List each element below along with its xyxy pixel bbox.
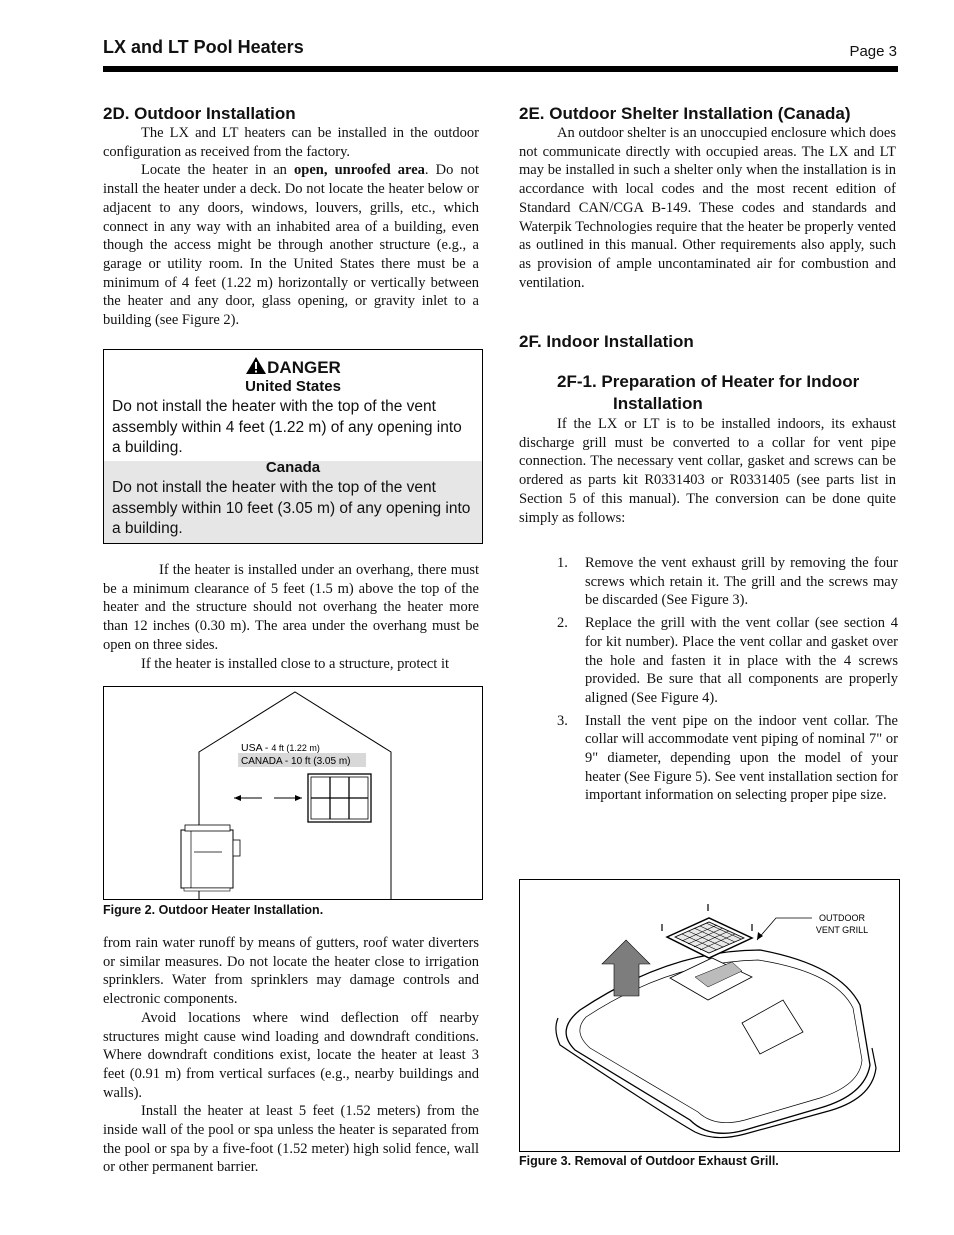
page-header-title: LX and LT Pool Heaters bbox=[103, 37, 304, 57]
vent-grill-illustration bbox=[520, 880, 899, 1151]
step-text: Install the vent pipe on the indoor vent collar. The collar will accommodate vent piping of nominal 7" or 9" diameter, depending upon the model of your heater (See Figure 5). See vent installation section for important information on selecting proper pipe size. bbox=[585, 712, 898, 804]
section-2f-p1: If the LX or LT is to be installed indoors, its exhaust discharge grill must be converted to a collar for vent pipe connection. The necessary vent collar, gasket and screws can be ordered as parts kit R0331403 or R0331405 (see parts list in Section 5 of this manual). The conversion can be done quite simply as follows: bbox=[519, 416, 896, 526]
p2-post: . Do not install the heater under a deck. Do not locate the heater below or adjacent to any doors, windows, louvers, grills, etc., which connect in any way with an inhabited area of a building, even though the access might be through another structure (e.g., a garage or utility room. In the United States there must be a minimum of 4 feet (1.22 m) horizontally or vertically between the heater and any door, glass opening, or gravity inlet to a building (see Figure 2). bbox=[103, 162, 479, 329]
danger-us-label: United States bbox=[245, 378, 341, 395]
figure-2 bbox=[103, 686, 483, 900]
section-2d-bottom bbox=[103, 934, 479, 1177]
figure-2-label-canada: CANADA - 10 ft (3.05 m) bbox=[241, 756, 351, 767]
step-number: 1. bbox=[557, 555, 568, 571]
section-2e-p1: An outdoor shelter is an unoccupied enclosure which does not communicate directly with occupied areas. The LX and LT may be installed in such a shelter only when the installation is in accordance with local codes and the most recent edition of Standard CAN/CGA B-149. These codes and standards and Waterpik Technologies require that the heater be properly vented as outlined in this manual. Other requirements also apply, such as provision of ample uncontaminated air for combustion and ventilation. bbox=[519, 125, 896, 291]
danger-canada-section bbox=[104, 461, 482, 543]
warning-icon bbox=[245, 356, 267, 375]
danger-box bbox=[103, 349, 483, 544]
page-number: Page 3 bbox=[849, 43, 897, 60]
danger-canada-text: Do not install the heater with the top of the vent assembly within 10 feet (3.05 m) of any opening into a building. bbox=[112, 479, 471, 537]
section-2f-1-title-2: Installation bbox=[613, 394, 703, 413]
step-text: Remove the vent exhaust grill by removing the four screws which retain it. The grill and the screws may be discarded (See Figure 3). bbox=[585, 555, 898, 609]
figure-3-caption: Figure 3. Removal of Outdoor Exhaust Grill. bbox=[519, 1154, 779, 1168]
section-2d-p3: If the heater is installed under an overhang, there must be a minimum clearance of 5 feet (1.5 m) above the top of the heater and the structure should not overhang the heater more than 12 inches (0.30 m). The area under the overhang must be open on three sides. bbox=[103, 562, 479, 653]
step-number: 3. bbox=[557, 712, 568, 729]
step-text: Replace the grill with the vent collar (see section 4 for kit number). Place the vent collar and gasket over the hole and fasten it in place with the 4 screws provided. Be sure that all components are properly aligned (See Figure 4). bbox=[585, 615, 898, 706]
section-2f bbox=[519, 332, 896, 527]
section-2d-cont bbox=[103, 561, 479, 673]
section-2d-p7: Install the heater at least 5 feet (1.52 meters) from the inside wall of the pool or spa unless the heater is separated from the pool or spa by a five-foot (1.52 meter) high solid fence, wall or other permanent barrier. bbox=[103, 1103, 479, 1176]
section-2e bbox=[519, 104, 896, 292]
step-item bbox=[519, 614, 898, 708]
section-2f-1-num: 2F-1. bbox=[557, 372, 597, 391]
p2-pre: Locate the heater in an bbox=[141, 162, 295, 179]
danger-us-text: Do not install the heater with the top of the vent assembly within 4 feet (1.22 m) of any opening into a building. bbox=[112, 398, 462, 456]
figure-2-caption: Figure 2. Outdoor Heater Installation. bbox=[103, 903, 324, 917]
header-rule bbox=[103, 66, 898, 72]
section-2f-heading: 2F. Indoor Installation bbox=[519, 332, 694, 351]
p2-bold: open, unroofed area bbox=[294, 162, 425, 179]
danger-title: DANGER bbox=[267, 358, 341, 377]
section-2d-p1: The LX and LT heaters can be installed in the outdoor configuration as received from the factory. bbox=[103, 125, 479, 160]
steps-list bbox=[519, 554, 898, 805]
section-2d bbox=[103, 104, 479, 330]
figure-3-label-line1: OUTDOOR bbox=[819, 913, 865, 923]
step-item bbox=[519, 712, 898, 806]
section-2d-p6: Avoid locations where wind deflection off nearby structures might cause wind loading and downdraft conditions. Where downdraft conditions exist, locate the heater at least 3 feet (0.91 m) from vertical surfaces (e.g., nearby buildings and walls). bbox=[103, 1009, 479, 1101]
danger-heading bbox=[104, 356, 482, 378]
section-2f-1-title-1: Preparation of Heater for Indoor bbox=[601, 372, 860, 391]
step-number: 2. bbox=[557, 615, 568, 632]
danger-canada-label: Canada bbox=[265, 459, 321, 476]
outdoor-installation-illustration bbox=[104, 687, 482, 899]
figure-2-label-usa: USA - 4 ft (1.22 m) bbox=[241, 742, 320, 754]
section-2d-p4: If the heater is installed close to a structure, protect it bbox=[141, 655, 450, 672]
figure-3 bbox=[519, 879, 900, 1152]
section-2f-1-heading bbox=[519, 371, 896, 415]
section-2d-p5: from rain water runoff by means of gutters, roof water diverters or similar measures. Do not locate the heater close to irrigation sprinklers. Water from sprinklers may damage controls and electronic components. bbox=[103, 935, 479, 1008]
step-item bbox=[519, 554, 898, 610]
section-2d-heading: 2D. Outdoor Installation bbox=[103, 104, 296, 123]
figure-3-label-line2: VENT GRILL bbox=[815, 925, 869, 935]
section-2e-heading: 2E. Outdoor Shelter Installation (Canada) bbox=[519, 104, 851, 123]
section-2d-p2 bbox=[103, 161, 479, 329]
steps-list-container bbox=[519, 554, 898, 809]
